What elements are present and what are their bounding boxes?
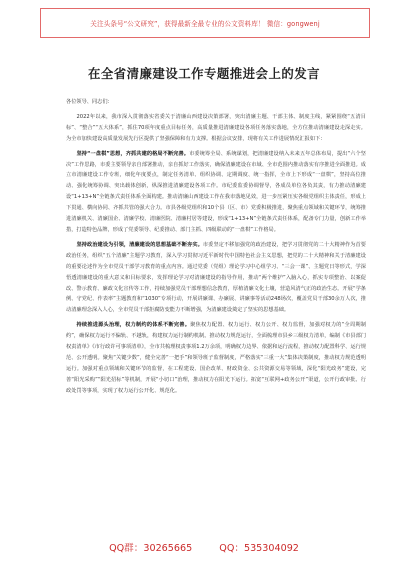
paragraph-text: 市委统筹全局、系统谋划，把清廉建设纳入未来五年总体布局，提出“六个坚决”工作思路，市委主要领导亲自部署推动，亲自抓好工作落实，确保清廉建设在市域、全市范围内推动落实有序推进全面推进。成立市清廉建设工作专班，细化年度要点，制定任务清单、组织协调、定期调度、统一指挥，全市上下形成“一盘棋”，坚持高位推动、强化统筹协调、突出载体创新，纵深推进清廉建设各项工作。市纪委监委协调督导，各成员单位各负其责，有力推动清廉建设“1+13+N”全链条式责任体系全面构建。推动清廉山西建设工作在我市落地见效，进一步压紧压实各级党组织主体责任，形成上下贯通、横向协同、齐抓共管的强大合力。市县各级党组织和10个县（区、市）党委积极推进，聚焦重点领域和关键环节，统筹推进清廉机关、清廉国企、清廉学校、清廉医院、清廉村居等建设，形成“1+13+N”全链条式责任体系，配备专门力量，创新工作举措，打造特色品牌，形成了党委领导、纪委推动、部门主抓、四级联动的“一盘棋”工作格局。 [66, 150, 366, 233]
paragraph-text: 市委坚定不移加强党的政治建设，把学习贯彻党的二十大精神作为首要政治任务，组织“五个清廉”主题学习教育，深入学习贯彻习近平新时代中国特色社会主义思想，把党的二十大精神和关于清廉建设的重要论述作为全市党员干部学习教育的重点内容。通过党委（党组）理论学习中心组学习、“三会一课”、主题党日等形式，学深悟透清廉建设的重大意义和目标要求，发挥理论学习对清廉建设的指导作用，推动“两个维护”入脑入心，抓实专项整治、以案促改、警示教育、廉政文化宣传等工作，持续加强党员干部理想信念教育，厚植清廉文化土壤，营造风清气正的政治生态。开展“学条例、守党纪、作表率”主题教育和“1030”专项行动，开展讲廉课、办廉展、讲廉事等活动248场次，覆盖党员干部30余万人次，推动清廉理念深入人心，全市党员干部拒腐防变能力不断增强，为清廉建设奠定了坚实的思想基础。 [66, 241, 366, 314]
document-body [66, 97, 366, 401]
qq-group-text: QQ群：30265665 [109, 543, 193, 554]
paragraph-section-1 [66, 149, 366, 236]
paragraph-section-3 [66, 320, 366, 396]
paragraph-intro [66, 112, 366, 145]
page-title: 在全省清廉建设工作专题推进会上的发言 [87, 66, 321, 81]
contact-footer [0, 540, 408, 554]
greeting: 各位领导、同志们： [66, 99, 113, 105]
paragraph-text: 聚焦权力配置、权力运行、权力公开、权力监督，加强对权力的“全周期制约”，确保权力运行不偏轨、不越轨，构建权力运行制约机制。推动权力规范运行，全面梳理市县乡三级权力清单，编制《市县部门权责清单》《市行政许可事项清单》，全市共梳理权责事项1.2万余项，明确权力边界、依据和运行流程，推动权力配置科学、运行规范、公开透明。聚焦“关键少数”，健全完善“一把手”和领导班子监督制度，严格落实“三重一大”集体决策制度，推动权力规范透明运行。加强对重点领域和关键环节的监督，在工程建设、国企改革、财政资金、公共资源交易等领域，深化“阳光政务”建设，完善“阳光采购”“阳光招标”等机制，开展“小切口”治理，推动权力在阳光下运行。拓宽“互联网+政务公开”渠道，公开行政审批、行政处罚等事项，实现了权力运行公开化、规范化。 [66, 322, 366, 394]
qq-text: QQ：535304092 [219, 543, 299, 554]
paragraph-text: 2022年以来，我市深入贯彻落实省委关于清廉山西建设决策部署，突出清廉主题、干部主体、制度主线，紧紧围绕“五清目标”、“整合”“五大体系”，抓住70项年度重点目标任务，高质量推进清廉建设各项任务落实落地，全方位推动清廉建设走深走实。为全市加快建设高质量发展先行区提供了坚强保障和有力支撑。根据会议安排，现将有关工作进展情况汇报如下： [66, 113, 366, 142]
paragraph-section-2 [66, 240, 366, 316]
promo-banner [40, 8, 370, 38]
section-heading: 坚持“一盘棋”思想，齐抓共建的格局不断完善。 [76, 150, 190, 157]
promo-banner-text: 关注头条号“公文研究”，获得最新全最专业的公文资料库！ 微信：gongwenj [90, 20, 320, 28]
section-heading: 持续推进源头治理，权力制约的体系不断完善。 [76, 322, 191, 329]
section-heading: 坚持政治建设为引领，清廉建设的思想基础不断夯实。 [76, 241, 203, 248]
